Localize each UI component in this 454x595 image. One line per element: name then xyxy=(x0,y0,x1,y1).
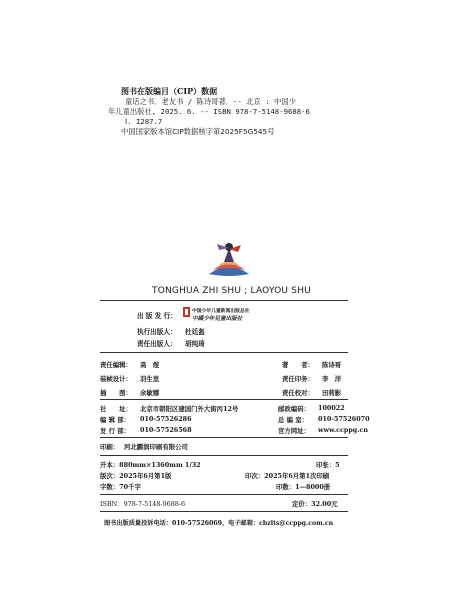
executive-value: 杜廷盔 xyxy=(185,328,205,336)
divider xyxy=(100,352,348,353)
postcode-label: 邮政编码： xyxy=(278,405,310,413)
cip-line-1: 童话之书．老友书 / 陈诗哥著．-- 北京 : 中国少 xyxy=(125,97,296,106)
website-label: 官方网址： xyxy=(278,427,310,435)
publisher-label: 出 版 发 行： xyxy=(137,312,177,320)
editor-label: 责任编辑： xyxy=(100,361,132,369)
printer-label: 印刷： xyxy=(100,443,120,451)
sheets: 印张：5 xyxy=(316,461,340,469)
website-value: www.ccppg.cn xyxy=(318,426,369,434)
printer-value: 河北鹏润印刷有限公司 xyxy=(124,443,188,451)
printing-editor-label: 责任印务： xyxy=(282,375,314,383)
cip-line-2: 年儿童出版社, 2025. 6. -- ISBN 978-7-5148-9688-6 xyxy=(108,107,310,116)
divider xyxy=(100,437,348,438)
publisher-emblem-icon xyxy=(182,306,191,318)
responsible-value: 胡纯琦 xyxy=(185,340,205,348)
switchboard-value: 010-57526070 xyxy=(318,415,370,423)
postcode-value: 100022 xyxy=(318,404,345,412)
design-label: 装帧设计： xyxy=(100,375,132,383)
divider xyxy=(100,511,348,512)
address-label: 社 址： xyxy=(100,405,132,413)
divider xyxy=(100,399,348,400)
design-value: 羽生里 xyxy=(140,375,160,383)
publisher-name-line1: 中国少年儿童新闻出版总社 xyxy=(192,308,250,314)
edit-dept-label: 编 辑 部： xyxy=(100,416,131,424)
sales-label: 发 行 部： xyxy=(100,427,131,435)
cip-line-3: Ⅰ. I287.7 xyxy=(125,117,163,126)
executive-label: 执行出版人： xyxy=(137,328,177,336)
proofreader-value: 田莉影 xyxy=(322,389,342,397)
divider xyxy=(100,455,348,456)
word-count: 字数：70千字 xyxy=(100,483,141,491)
illustrator-label: 插 图： xyxy=(100,389,132,397)
editor-value: 高 煜 xyxy=(140,361,160,369)
isbn: ISBN：978-7-5148-9688-6 xyxy=(100,500,186,508)
author-label: 著 者： xyxy=(282,361,314,369)
cip-title: 图书在版编目（CIP）数据 xyxy=(121,86,218,96)
switchboard-label: 总 编 室： xyxy=(278,416,309,424)
address-value: 北京市朝阳区建国门外大街丙12号 xyxy=(140,405,239,413)
edit-dept-value: 010-57526286 xyxy=(140,415,192,423)
print-run: 印次：2025年6月第1次印刷 xyxy=(245,472,330,480)
proofreader-label: 责任校对： xyxy=(282,389,314,397)
author-value: 陈诗哥 xyxy=(322,361,342,369)
cip-line-4: 中国国家版本馆CIP数据核字第2025F5G545号 xyxy=(121,127,275,136)
publisher-name-line2: 中國少年兒童出版社 xyxy=(192,316,243,322)
edition: 版次：2025年6月第1版 xyxy=(100,472,172,480)
responsible-label: 责任出版人： xyxy=(137,340,177,348)
quality-complaint-note: 图书出版质量投诉电话：010-57526069，电子邮箱：cbzlts@ccppg.com.cn xyxy=(104,520,334,527)
format: 开本：880mm×1360mm 1/32 xyxy=(100,461,201,469)
illustrator-value: 余敏娜 xyxy=(140,389,160,397)
copies: 印数：1—8000册 xyxy=(276,483,331,491)
series-title: TONGHUA ZHI SHU ; LAOYOU SHU xyxy=(152,286,311,296)
publisher-mascot-logo xyxy=(207,240,251,278)
divider xyxy=(100,494,348,495)
printing-editor-value: 李 洋 xyxy=(322,375,342,383)
price: 定价：32.00元 xyxy=(292,500,338,508)
divider xyxy=(100,300,348,301)
sales-value: 010-57526568 xyxy=(140,426,192,434)
